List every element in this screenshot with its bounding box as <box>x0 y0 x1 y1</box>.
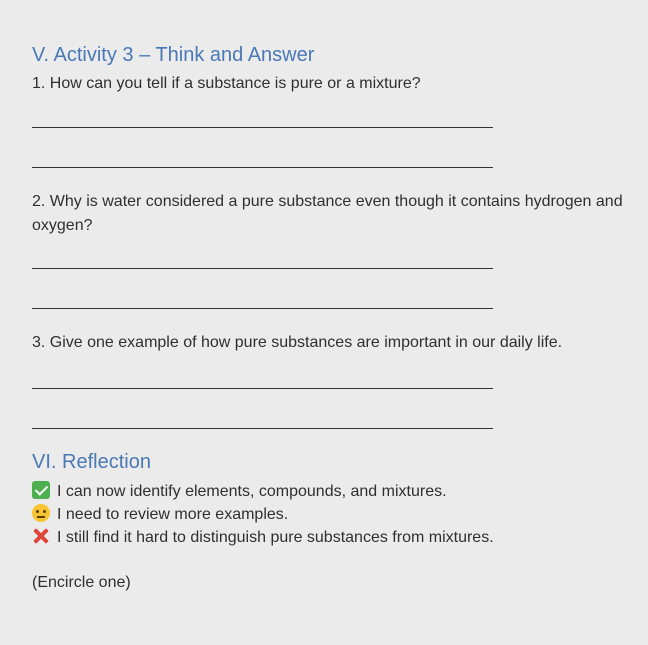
answer-line-1b[interactable] <box>32 167 493 168</box>
answer-line-2b[interactable] <box>32 308 493 309</box>
answer-line-3b[interactable] <box>32 428 493 429</box>
reflection-option-3[interactable] <box>32 527 494 547</box>
answer-line-2a[interactable] <box>32 268 493 269</box>
worksheet-page <box>32 0 648 645</box>
answer-line-1a[interactable] <box>32 127 493 128</box>
activity-heading: V. Activity 3 – Think and Answer <box>32 44 315 66</box>
neutral-face-icon <box>32 504 50 522</box>
reflection-option-3-label: I still find it hard to distinguish pure substances from mixtures. <box>57 529 494 546</box>
question-1: 1. How can you tell if a substance is pure or a mixture? <box>32 75 421 92</box>
question-3: 3. Give one example of how pure substances are important in our daily life. <box>32 334 563 351</box>
reflection-option-1[interactable] <box>32 481 447 501</box>
question-2-line-2: oxygen? <box>32 217 93 234</box>
reflection-heading: VI. Reflection <box>32 451 151 473</box>
question-2-line-1: 2. Why is water considered a pure substance even though it contains hydrogen and <box>32 193 623 210</box>
reflection-option-2-label: I need to review more examples. <box>57 506 289 523</box>
encircle-instruction: (Encircle one) <box>32 574 131 591</box>
check-mark-icon <box>32 481 50 499</box>
answer-line-3a[interactable] <box>32 388 493 389</box>
reflection-option-2[interactable] <box>32 504 288 524</box>
reflection-option-1-label: I can now identify elements, compounds, and mixtures. <box>57 483 447 500</box>
cross-mark-icon <box>32 527 50 545</box>
